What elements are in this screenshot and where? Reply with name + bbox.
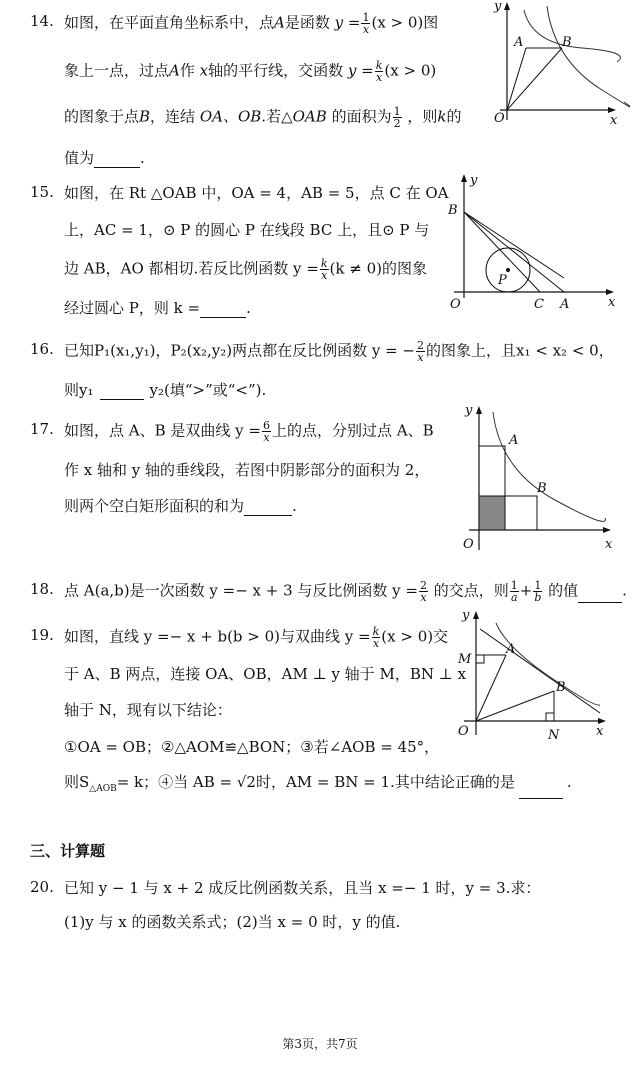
q18-line1: 点 A(a,b)是一次函数 y =− x + 3 与反比例函数 y = $\frac{2}{x}$ 的交点，则 $\frac{1}{a}$ + $\frac{1}{b}$ 的值 . — [64, 579, 627, 604]
q17-fig-b-label: B — [537, 481, 547, 496]
q16-number: 16. — [30, 340, 54, 358]
q15-line2: 上，AC = 1，⊙ P 的圆心 P 在线段 BC 上，且⊙ P 与 — [64, 221, 430, 239]
q19-fig-m-label: M — [458, 652, 472, 667]
q19-number: 19. — [30, 626, 54, 644]
q15-fig-a-label: A — [560, 297, 570, 312]
q19-line2: 于 A、B 两点，连接 OA、OB，AM ⊥ y 轴于 M，BN ⊥ x — [64, 665, 467, 683]
q15-line3: 边 AB，AO 都相切.若反比例函数 y = $\frac{k}{x}$ (k ≠ 0)的图象 — [64, 257, 427, 282]
q19-fig-y-label: y — [462, 608, 470, 623]
q17-fig-o-label: O — [463, 537, 474, 552]
q20-line2: (1)y 与 x 的函数关系式；(2)当 x = 0 时，y 的值. — [64, 913, 401, 931]
q17-figure — [455, 400, 625, 560]
q15-line1: 如图，在 Rt △OAB 中，OA = 4，AB = 5，点 C 在 OA — [64, 184, 449, 202]
q17-line1: 如图，点 A、B 是双曲线 y = $\frac{6}{x}$ 上的点，分别过点 A、B — [64, 419, 434, 444]
q15-fig-x-label: x — [608, 295, 616, 310]
q14-number: 14. — [30, 12, 54, 30]
q19-fig-a-label: A — [506, 642, 516, 657]
q14-fig-o-label: O — [494, 111, 505, 126]
q19-figure — [450, 605, 620, 745]
q19-fig-b-label: B — [556, 680, 566, 695]
q15-answer-blank — [200, 301, 246, 318]
q14-fig-y-label: y — [494, 0, 502, 14]
q16-line1: 已知P₁(x₁,y₁)，P₂(x₂,y₂)两点都在反比例函数 y = − $\frac{2}{x}$ 的图象上，且x₁ < x₂ < 0， — [64, 339, 614, 364]
q17-answer-blank — [244, 499, 292, 516]
q19-fig-x-label: x — [596, 724, 604, 739]
q14-line4: 值为 . — [64, 149, 145, 167]
q18-answer-blank — [578, 586, 622, 603]
q17-fig-y-label: y — [465, 403, 473, 418]
q19-line5: 则$S_{\triangle AOB}= k$；④当 AB = √2时，AM = BN = 1.其中结论正确的是 . — [64, 772, 572, 799]
q19-fig-o-label: O — [458, 724, 469, 739]
q17-number: 17. — [30, 420, 54, 438]
q20-number: 20. — [30, 878, 54, 896]
q19-answer-blank — [519, 782, 563, 799]
q15-figure — [440, 170, 625, 315]
section-title: 三、计算题 — [30, 842, 106, 860]
q17-fig-a-label: A — [509, 433, 519, 448]
q15-fig-b-label: B — [448, 203, 458, 218]
q14-fig-a-label: A — [514, 35, 524, 50]
q18-number: 18. — [30, 580, 54, 598]
q17-line3: 则两个空白矩形面积的和为 . — [64, 497, 297, 515]
q14-line2: 象上一点，过点A作 x轴的平行线，交函数 y = $\frac{k}{x}$ (x > 0) — [64, 59, 437, 84]
q15-fig-c-label: C — [534, 297, 544, 312]
q20-line1: 已知 y − 1 与 x + 2 成反比例函数关系，且当 x =− 1 时，y = 3.求： — [64, 879, 541, 897]
q14-line1: 如图，在平面直角坐标系中，点A是函数 y = $\frac{1}{x}$ (x > 0)图 — [64, 11, 439, 36]
q17-fig-x-label: x — [605, 537, 613, 552]
q15-fig-y-label: y — [470, 173, 478, 188]
q19-line4: ①OA = OB；②△AOM≌△BON；③若∠AOB = 45°， — [64, 738, 440, 756]
q19-line3: 轴于 N，现有以下结论： — [64, 701, 232, 719]
q15-fig-o-label: O — [450, 297, 461, 312]
q16-line2: 则y₁ y₂(填“>”或“<”). — [64, 381, 267, 399]
q15-line4: 经过圆心 P，则 k = . — [64, 299, 251, 317]
q14-answer-blank — [94, 151, 140, 168]
q19-fig-n-label: N — [548, 728, 560, 743]
q16-answer-blank — [100, 383, 144, 400]
q15-fig-p-label: P — [498, 273, 507, 288]
q14-fig-b-label: B — [562, 35, 572, 50]
q14-line3: 的图象于点B，连结 OA、OB.若△OAB 的面积为 $\frac{1}{2}$ ，则k的 — [64, 105, 462, 130]
q15-number: 15. — [30, 183, 54, 201]
page-footer: 第3页，共7页 — [282, 1037, 358, 1051]
q14-fig-x-label: x — [610, 113, 618, 128]
q17-line2: 作 x 轴和 y 轴的垂线段，若图中阴影部分的面积为 2， — [64, 461, 430, 479]
q19-line1: 如图，直线 y =− x + b(b > 0)与双曲线 y = $\frac{k}{x}$ (x > 0)交 — [64, 625, 449, 650]
q14-figure — [462, 0, 630, 130]
